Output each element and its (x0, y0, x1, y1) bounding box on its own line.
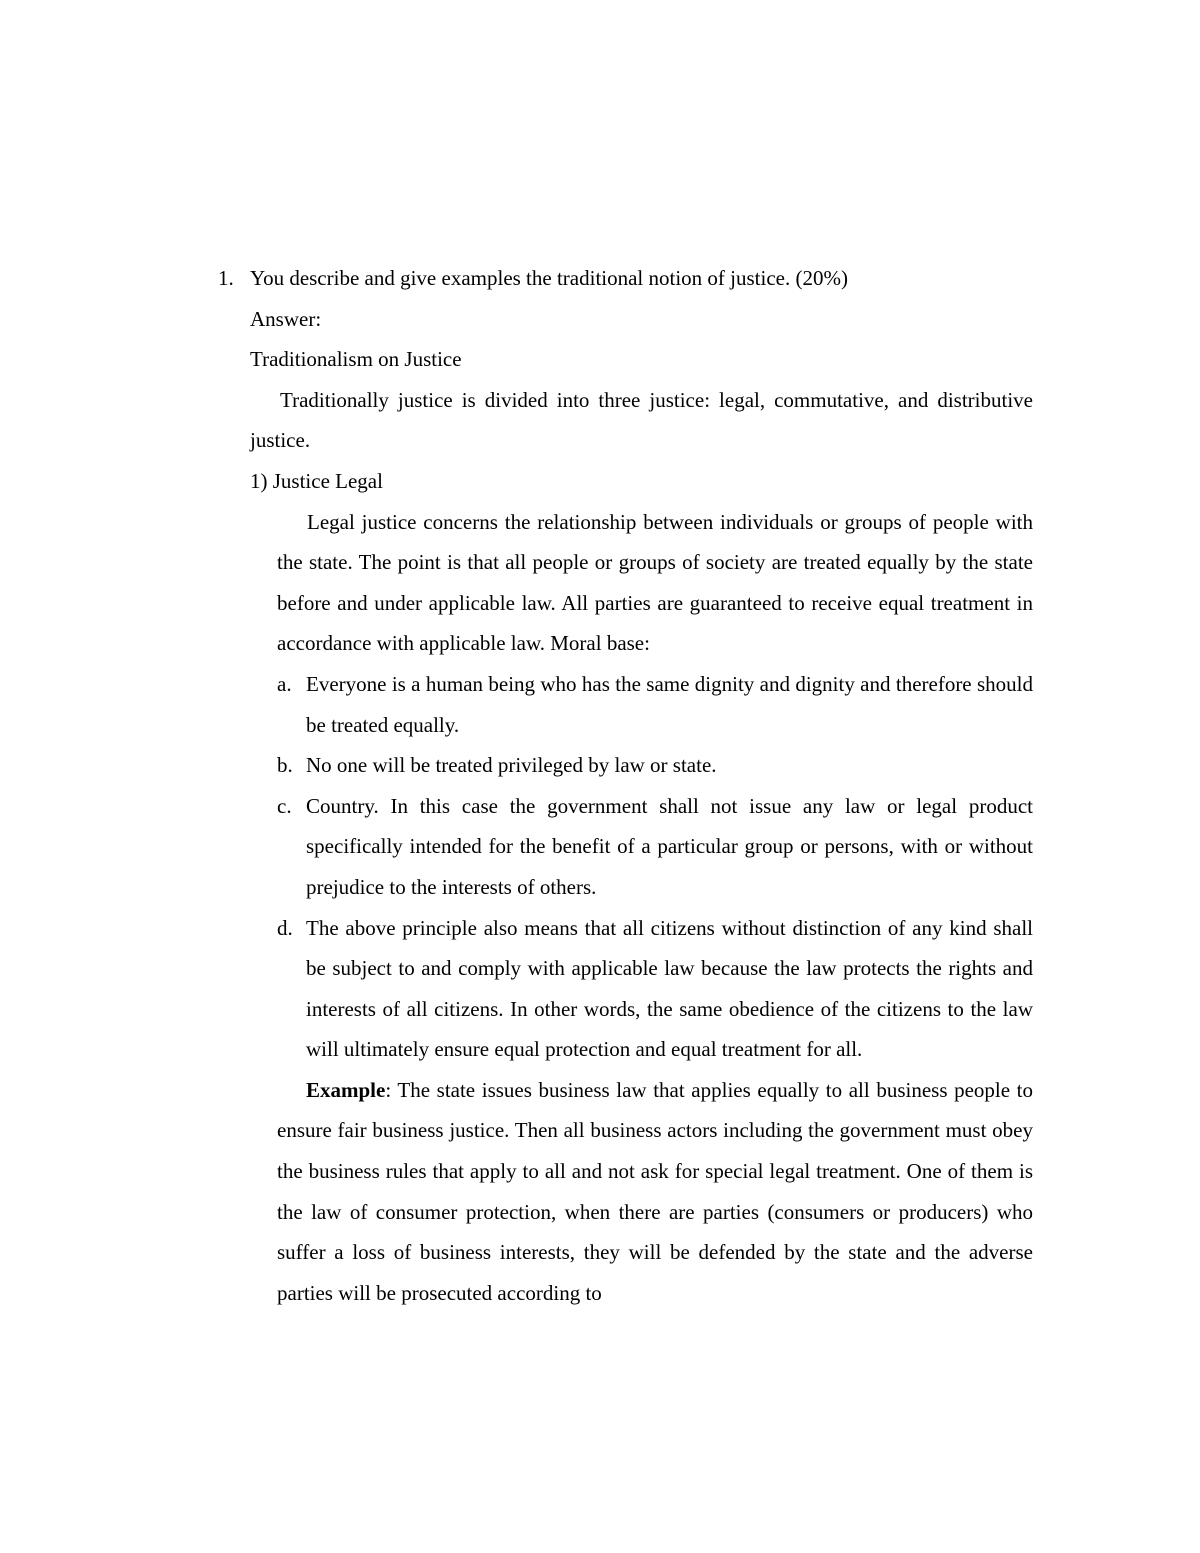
answer-label: Answer: (250, 306, 322, 331)
list-marker: b. (277, 753, 293, 778)
list-item-text: The above principle also means that all citizens without distinction of any kind shall be subject to and comply with applicable law because the law protects the rights and interests of all citizens. In other words, the same obedience of the citizens to the law will ultimately ensure equal protection and equal treatment for all. (306, 915, 1033, 1062)
question-line (218, 258, 1033, 299)
intro-paragraph: Traditionally justice is divided into three justice: legal, commutative, and distributive justice. (250, 387, 1033, 453)
question-text: You describe and give examples the traditional notion of justice. (20%) (250, 266, 848, 290)
section-title: Traditionalism on Justice (250, 347, 462, 372)
list-item-b (277, 745, 1033, 786)
list-item-d (277, 908, 1033, 1070)
list-item-c (277, 786, 1033, 908)
list-marker: d. (277, 915, 293, 940)
example-text: : The state issues business law that applies equally to all business people to ensure fair business justice. Then all business actors including the government must obey the business rules that apply to all and not ask for special legal treatment. One of them is the law of consumer protection, when there are parties (consumers or producers) who suffer a loss of business interests, they will be defended by the state and the adverse parties will be prosecuted according to (277, 1077, 1033, 1305)
list-marker: c. (277, 793, 292, 818)
list-item-text: Everyone is a human being who has the same dignity and dignity and therefore should be treated equally. (306, 671, 1033, 737)
question-number: 1. (218, 266, 234, 290)
list-item-text: Country. In this case the government shall not issue any law or legal product specifically intended for the benefit of a particular group or persons, with or without prejudice to the interests of others. (306, 793, 1033, 899)
list-item-text: No one will be treated privileged by law or state. (306, 753, 717, 778)
subsection-title: 1) Justice Legal (250, 468, 383, 493)
legal-justice-paragraph: Legal justice concerns the relationship between individuals or groups of people with the state. The point is that all people or groups of society are treated equally by the state before and under applicable law. All parties are guaranteed to receive equal treatment in accordance with applicable law. Moral base: (277, 509, 1033, 656)
example-paragraph (277, 1070, 1033, 1314)
list-marker: a. (277, 671, 292, 696)
list-item-a (277, 664, 1033, 745)
example-label: Example (306, 1077, 386, 1102)
document-body (218, 258, 1033, 1313)
